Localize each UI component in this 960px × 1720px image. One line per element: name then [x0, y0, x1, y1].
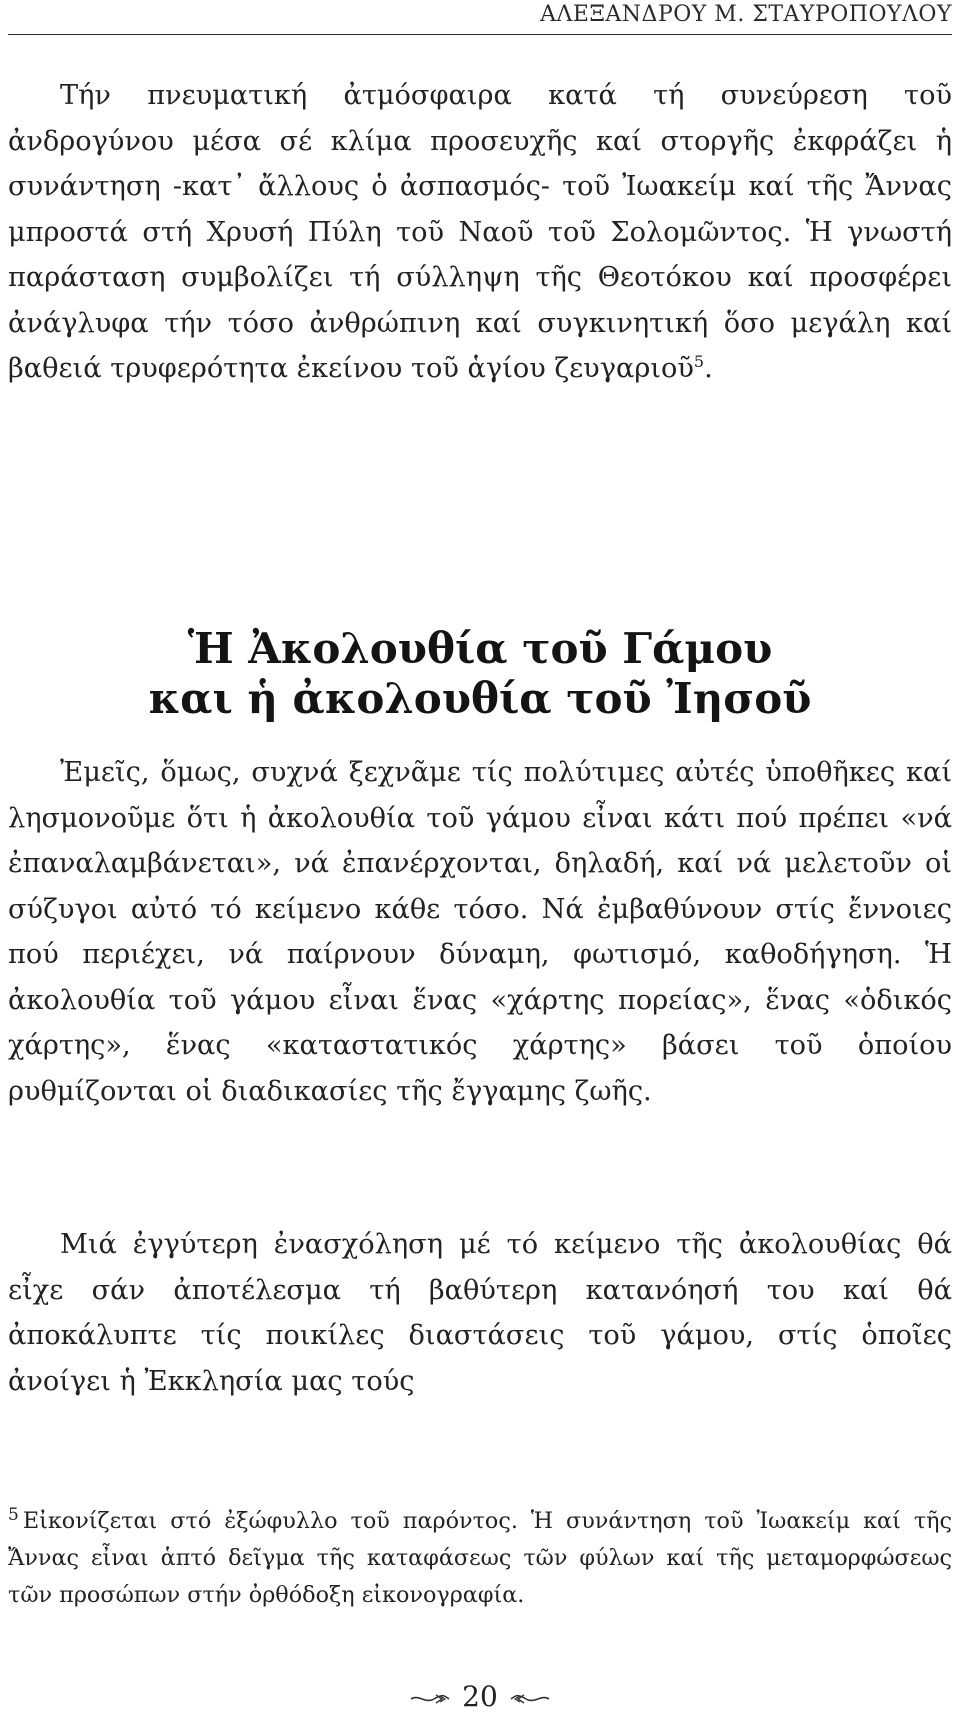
footnote-reference[interactable]: 5 — [693, 351, 705, 371]
paragraph-1-text: Τήν πνευματική ἀτμόσφαιρα κατά τή συνεύρεση τοῦ ἀνδρογύνου μέσα σέ κλίμα προσευχῆς καί στοργῆς ἐκφράζει ἡ συνάντηση -κατ᾽ ἄλλους ὁ ἀσπασμός- τοῦ Ἰωακείμ καί τῆς Ἄννας μπροστά στή Χρυσή Πύλη τοῦ Ναοῦ τοῦ Σολομῶντος. Ἡ γνωστή παράσταση συμβολίζει τή σύλληψη τῆς Θεοτόκου καί προσφέρει ἀνάγλυφα τήν τόσο ἀνθρώπινη καί συγκινητική ὅσο μεγάλη καί βαθειά τρυφερότητα ἐκείνου τοῦ ἁγίου ζευγαριοῦ — [8, 80, 952, 384]
page-footer — [8, 1680, 952, 1713]
section-heading-line-2: και ἡ ἀκολουθία τοῦ Ἰησοῦ — [148, 674, 812, 723]
body-paragraph-3: Μιά ἐγγύτερη ἐνασχόληση μέ τό κείμενο τῆς ἀκολουθίας θά εἶχε σάν ἀποτέλεσμα τή βαθύτερη κατανόησή του καί θά ἀποκάλυπτε τίς ποικίλες διαστάσεις τοῦ γάμου, στίς ὁποῖες ἀνοίγει ἡ Ἐκκλησία μας τούς — [8, 1229, 952, 1397]
section-heading — [8, 624, 952, 724]
footnote-number: 5 — [8, 1504, 19, 1525]
running-header: ΑΛΕΞΑΝΔΡΟΥ Μ. ΣΤΑΥΡΟΠΟΥΛΟΥ — [540, 2, 952, 27]
header-rule — [8, 34, 952, 35]
paragraph-1-end: . — [704, 353, 713, 384]
body-paragraph-1 — [8, 73, 952, 392]
footnote — [8, 1503, 952, 1614]
section-heading-line-1: Ἡ Ἀκολουθία τοῦ Γάμου — [187, 624, 773, 673]
left-ornament-icon — [410, 1680, 450, 1713]
right-ornament-icon — [510, 1680, 550, 1713]
body-paragraph-2: Ἐμεῖς, ὅμως, συχνά ξεχνᾶμε τίς πολύτιμες αὐτές ὑποθῆκες καί λησμονοῦμε ὅτι ἡ ἀκολουθία τοῦ γάμου εἶναι κάτι πού πρέπει «νά ἐπαναλαμβάνεται», νά ἐπανέρχονται, δηλαδή, καί νά μελετοῦν οἱ σύζυγοι αὐτό τό κείμενο κάθε τόσο. Νά ἐμβαθύνουν στίς ἔννοιες πού περιέχει, νά παίρνουν δύναμη, φωτισμό, καθοδήγηση. Ἡ ἀκολουθία τοῦ γάμου εἶναι ἕνας «χάρτης πορείας», ἕνας «ὁδικός χάρτης», ἕνας «καταστατικός χάρτης» βάσει τοῦ ὁποίου ρυθμίζονται οἱ διαδικασίες τῆς ἔγγαμης ζωῆς. — [8, 757, 952, 1107]
book-page — [8, 0, 952, 1720]
page-number: 20 — [462, 1680, 498, 1713]
footnote-text: Εἰκονίζεται στό ἐξώφυλλο τοῦ παρόντος. Ἡ συνάντηση τοῦ Ἰωακείμ καί τῆς Ἄννας εἶναι ἁπτό δεῖγμα τῆς καταφάσεως τῶν φύλων καί τῆς μεταμορφώσεως τῶν προσώπων στήν ὀρθόδοξη εἰκονογραφία. — [8, 1508, 952, 1608]
